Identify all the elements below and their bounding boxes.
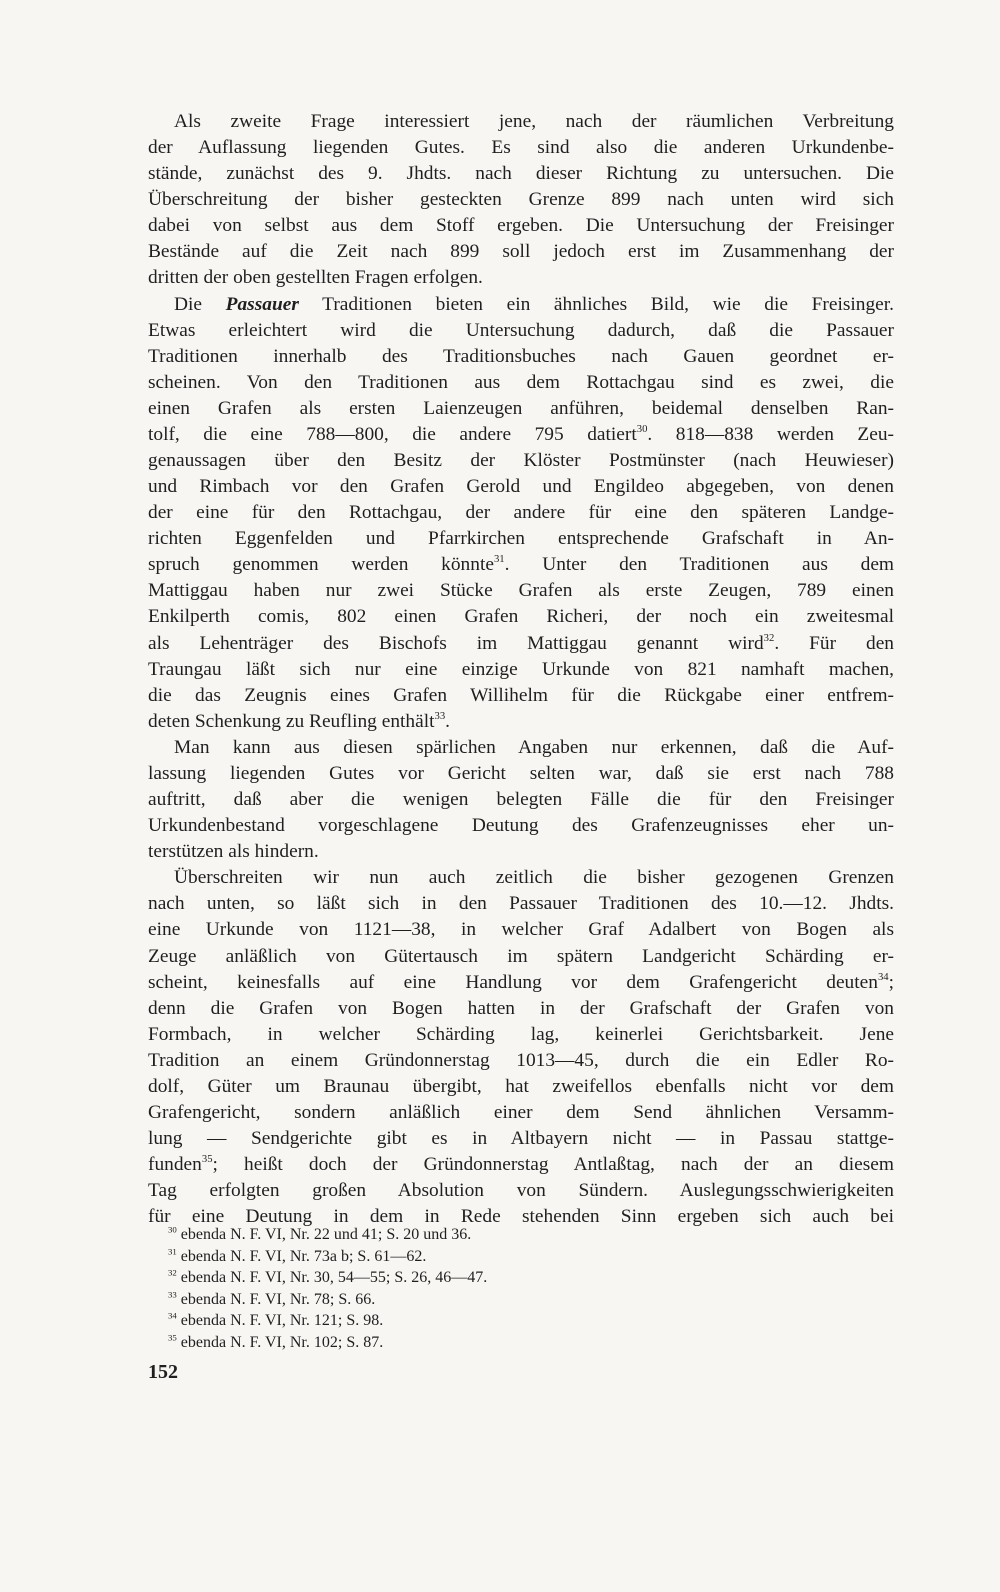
text-line-content: auftritt, daß aber die wenigen belegten Fälle die für den Freisinger bbox=[148, 789, 894, 811]
emphasis: Passauer bbox=[225, 293, 299, 315]
text-line bbox=[148, 839, 894, 865]
text-line-content: Tag erfolgten großen Absolution von Sündern. Auslegungsschwierigkeiten bbox=[148, 1180, 894, 1202]
text-line-content: Mattiggau haben nur zwei Stücke Grafen als erste Zeugen, 789 einen bbox=[148, 580, 894, 602]
text-line bbox=[148, 239, 894, 265]
text-line-content: die das Zeugnis eines Grafen Willihelm für die Rückgabe einer entfrem- bbox=[148, 684, 894, 706]
footnote-ref: 35 bbox=[201, 1153, 213, 1166]
text-line-content: denn die Grafen von Bogen hatten in der Grafschaft der Grafen von bbox=[148, 997, 894, 1019]
footnote-text: ebenda N. F. VI, Nr. 73a b; S. 61—62. bbox=[180, 1247, 427, 1265]
text-line bbox=[148, 109, 894, 135]
text-line-content: scheint, keinesfalls auf eine Handlung vor dem Grafengericht deuten bbox=[148, 971, 878, 993]
text-line-content: als Lehenträger des Bischofs im Mattiggau genannt wird bbox=[148, 632, 764, 654]
text-line bbox=[148, 344, 894, 370]
footnote bbox=[168, 1224, 668, 1246]
text-line bbox=[148, 213, 894, 239]
text-line-content: Traditionen innerhalb des Traditionsbuches nach Gauen geordnet er- bbox=[148, 345, 894, 367]
text-line bbox=[148, 944, 894, 970]
footnote-ref: 31 bbox=[493, 553, 505, 566]
text-line bbox=[148, 657, 894, 683]
text-line-content: Tradition an einem Gründonnerstag 1013—45, durch die ein Edler Ro- bbox=[148, 1049, 894, 1071]
footnote-ref: 34 bbox=[877, 970, 889, 983]
text-line bbox=[148, 552, 894, 578]
footnote-text: ebenda N. F. VI, Nr. 102; S. 87. bbox=[180, 1333, 384, 1351]
text-line bbox=[148, 761, 894, 787]
text-line-content: dolf, Güter um Braunau übergibt, hat zweifellos ebenfalls nicht vor dem bbox=[148, 1075, 894, 1097]
text-line-content: terstützen als hindern. bbox=[148, 841, 319, 863]
text-line-content: nach unten, so läßt sich in den Passauer Traditionen des 10.—12. Jhdts. bbox=[148, 893, 894, 915]
text-line bbox=[148, 578, 894, 604]
footnote bbox=[168, 1289, 668, 1311]
text-line-content: der Auflassung liegenden Gutes. Es sind also die anderen Urkundenbe- bbox=[148, 137, 894, 159]
footnote-text: ebenda N. F. VI, Nr. 78; S. 66. bbox=[180, 1290, 376, 1308]
text-line-content: lassung liegenden Gutes vor Gericht selten war, daß sie erst nach 788 bbox=[148, 762, 894, 784]
text-line-content: Grafengericht, sondern anläßlich einer dem Send ähnlichen Versamm- bbox=[148, 1101, 894, 1123]
text-line-content: richten Eggenfelden und Pfarrkirchen entsprechende Grafschaft in An- bbox=[148, 528, 894, 550]
text-line bbox=[148, 422, 894, 448]
footnote bbox=[168, 1246, 668, 1268]
text-line-content: Man kann aus diesen spärlichen Angaben nur erkennen, daß die Auf- bbox=[174, 736, 894, 758]
footnote-number: 35 bbox=[168, 1332, 177, 1343]
footnote-number: 31 bbox=[168, 1246, 177, 1256]
text-line bbox=[148, 917, 894, 943]
text-line bbox=[148, 1126, 894, 1152]
footnote-ref: 30 bbox=[636, 422, 648, 435]
text-line bbox=[148, 318, 894, 344]
text-line-content: dabei von selbst aus dem Stoff ergeben. Die Untersuchung der Freisinger bbox=[148, 215, 894, 237]
text-line bbox=[148, 1100, 894, 1126]
text-line bbox=[148, 1048, 894, 1074]
text-line-content: Traungau läßt sich nur eine einzige Urkunde von 821 namhaft machen, bbox=[148, 658, 894, 680]
text-line bbox=[148, 604, 894, 630]
text-line-content: Überschreitung der bisher gesteckten Grenze 899 nach unten wird sich bbox=[148, 189, 894, 211]
text-line-content: Bestände auf die Zeit nach 899 soll jedoch erst im Zusammenhang der bbox=[148, 241, 894, 263]
text-line bbox=[148, 265, 894, 291]
text-line bbox=[148, 631, 894, 657]
text-line bbox=[148, 448, 894, 474]
text-line-content: genaussagen über den Besitz der Klöster Postmünster (nach Heuwieser) bbox=[148, 450, 894, 472]
text-line-content: tolf, die eine 788—800, die andere 795 datiert bbox=[148, 423, 637, 445]
footnote bbox=[168, 1310, 668, 1332]
footnotes bbox=[168, 1224, 668, 1354]
text-line bbox=[148, 161, 894, 187]
text-line-content: Enkilperth comis, 802 einen Grafen Richeri, der noch ein zweitesmal bbox=[148, 606, 894, 628]
footnote-number: 33 bbox=[168, 1289, 177, 1300]
text-line-content: Formbach, in welcher Schärding lag, keinerlei Gerichtsbarkeit. Jene bbox=[148, 1023, 894, 1045]
text-line-content: eine Urkunde von 1121—38, in welcher Graf Adalbert von Bogen als bbox=[148, 919, 894, 941]
footnote bbox=[168, 1267, 668, 1289]
text-line bbox=[148, 370, 894, 396]
text-line-content: Die Passauer Traditionen bieten ein ähnliches Bild, wie die Freisinger. bbox=[174, 293, 894, 315]
text-line-content: Zeuge anläßlich von Gütertausch im spätern Landgericht Schärding er- bbox=[148, 945, 894, 967]
text-line-content: . Unter den Traditionen aus dem bbox=[504, 554, 895, 576]
text-line bbox=[148, 292, 894, 318]
text-line bbox=[148, 1178, 894, 1204]
footnote-ref: 33 bbox=[434, 709, 446, 722]
text-line bbox=[148, 187, 894, 213]
footnote-text: ebenda N. F. VI, Nr. 22 und 41; S. 20 und 36. bbox=[180, 1226, 472, 1243]
text-line-content: lung — Sendgerichte gibt es in Altbayern nicht — in Passau stattge- bbox=[148, 1128, 894, 1150]
footnote-number: 30 bbox=[168, 1224, 177, 1235]
text-line-content: scheinen. Von den Traditionen aus dem Rottachgau sind es zwei, die bbox=[148, 371, 894, 393]
footnote bbox=[168, 1332, 668, 1354]
footnote-text: ebenda N. F. VI, Nr. 30, 54—55; S. 26, 46—47. bbox=[180, 1269, 488, 1287]
body-text bbox=[148, 109, 894, 1230]
text-line bbox=[148, 735, 894, 761]
text-line bbox=[148, 683, 894, 709]
text-line bbox=[148, 1022, 894, 1048]
text-line-content: ; bbox=[888, 971, 894, 993]
text-line bbox=[148, 135, 894, 161]
text-line-content: Etwas erleichtert wird die Untersuchung dadurch, daß die Passauer bbox=[148, 319, 894, 341]
text-line-content: . Für den bbox=[774, 632, 894, 654]
footnote-text: ebenda N. F. VI, Nr. 121; S. 98. bbox=[180, 1312, 384, 1330]
text-line-content: einen Grafen als ersten Laienzeugen anführen, beidemal denselben Ran- bbox=[148, 397, 894, 419]
text-line-content: . 818—838 werden Zeu- bbox=[647, 423, 895, 445]
text-line bbox=[148, 970, 894, 996]
text-line-content: der eine für den Rottachgau, der andere für eine den späteren Landge- bbox=[148, 502, 894, 524]
page-number: 152 bbox=[148, 1361, 178, 1383]
text-line bbox=[148, 1152, 894, 1178]
text-line bbox=[148, 500, 894, 526]
text-line bbox=[148, 996, 894, 1022]
footnote-number: 34 bbox=[168, 1310, 177, 1321]
text-line bbox=[148, 526, 894, 552]
text-line-content: und Rimbach vor den Grafen Gerold und Engildeo abgegeben, von denen bbox=[148, 476, 894, 498]
text-line bbox=[148, 474, 894, 500]
text-line-content: deten Schenkung zu Reufling enthält bbox=[148, 710, 435, 732]
footnote-ref: 32 bbox=[763, 631, 775, 644]
text-line-content: spruch genommen werden könnte bbox=[148, 554, 494, 576]
text-line bbox=[148, 891, 894, 917]
text-line bbox=[148, 1074, 894, 1100]
text-line bbox=[148, 709, 894, 735]
text-line bbox=[148, 396, 894, 422]
text-line-content: Urkundenbestand vorgeschlagene Deutung des Grafenzeugnisses eher un- bbox=[148, 815, 894, 837]
text-line-content: Als zweite Frage interessiert jene, nach der räumlichen Verbreitung bbox=[174, 111, 894, 132]
text-line-content: . bbox=[445, 710, 450, 732]
text-line-content: funden bbox=[148, 1154, 202, 1176]
text-line bbox=[148, 787, 894, 813]
text-line-content: Überschreiten wir nun auch zeitlich die bisher gezogenen Grenzen bbox=[174, 867, 894, 889]
text-line-content: stände, zunächst des 9. Jhdts. nach dieser Richtung zu untersuchen. Die bbox=[148, 163, 894, 185]
text-line bbox=[148, 813, 894, 839]
footnote-number: 32 bbox=[168, 1267, 177, 1278]
text-line-content: ; heißt doch der Gründonnerstag Antlaßtag, nach der an diesem bbox=[212, 1154, 894, 1176]
text-line-content: für eine Deutung in dem in Rede stehenden Sinn ergeben sich auch bei bbox=[148, 1206, 894, 1228]
text-line bbox=[148, 865, 894, 891]
text-line-content: dritten der oben gestellten Fragen erfolgen. bbox=[148, 267, 483, 289]
